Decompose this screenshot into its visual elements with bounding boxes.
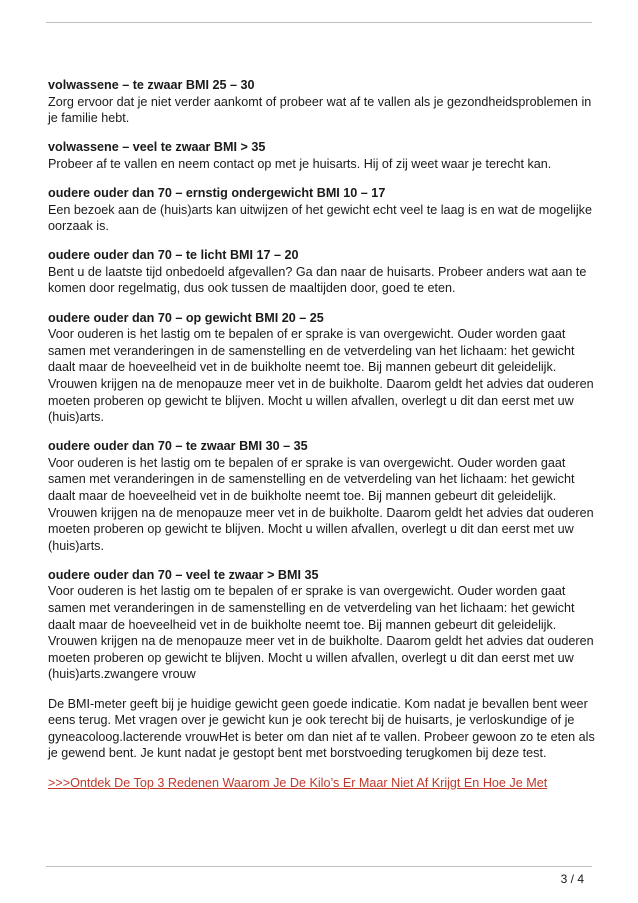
section-heading: oudere ouder dan 70 – te zwaar BMI 30 – 35	[48, 439, 308, 454]
section-elderly-normal-weight	[48, 310, 596, 426]
page-content	[48, 77, 596, 791]
pregnancy-paragraph: De BMI-meter geeft bij je huidige gewicht geen goede indicatie. Kom nadat je bevallen bent weer eens terug. Met vragen over je gewicht kun je ook terecht bij de huisarts, je verloskundige of je gyneacoloog.lacterende vrouwHet is beter om dan niet af te vallen. Probeer gewoon zo te eten als je gewend bent. Je kunt nadat je gestopt bent met borstvoeding terugkomen bij deze test.	[48, 696, 595, 761]
section-adult-obese	[48, 139, 596, 172]
header-rule	[46, 22, 592, 23]
section-body: Zorg ervoor dat je niet verder aankomt of probeer wat af te vallen als je gezondheidsproblemen in je familie hebt.	[48, 94, 592, 126]
section-body: Voor ouderen is het lastig om te bepalen of er sprake is van overgewicht. Ouder worden gaat samen met veranderingen in de samenstelling en de vetverdeling van het lichaam: het gewicht daalt maar de hoeveelheid vet in de buikholte neemt toe. Bij mannen gebeurt dit geleidelijk. Vrouwen krijgen na de menopauze meer vet in de buikholte. Daarom geldt het advies dat ouderen moeten proberen op gewicht te blijven. Mocht u willen afvallen, overlegt u dit dan eerst met uw (huis)arts.	[48, 455, 594, 553]
section-adult-overweight	[48, 77, 596, 127]
footer-rule	[46, 866, 592, 867]
section-elderly-underweight	[48, 247, 596, 297]
section-heading: oudere ouder dan 70 – ernstig ondergewicht BMI 10 – 17	[48, 185, 386, 200]
section-heading: volwassene – te zwaar BMI 25 – 30	[48, 78, 255, 92]
section-body: Probeer af te vallen en neem contact op met je huisarts. Hij of zij weet waar je terecht kan.	[48, 156, 552, 171]
promo-link[interactable]: >>>Ontdek De Top 3 Redenen Waarom Je De Kilo’s Er Maar Niet Af Krijgt En Hoe Je Met	[48, 775, 548, 790]
section-elderly-obese	[48, 567, 596, 683]
section-heading: oudere ouder dan 70 – op gewicht BMI 20 – 25	[48, 310, 324, 325]
section-body: Voor ouderen is het lastig om te bepalen of er sprake is van overgewicht. Ouder worden gaat samen met veranderingen in de samenstelling en de vetverdeling van het lichaam: het gewicht daalt maar de hoeveelheid vet in de buikholte neemt toe. Bij mannen gebeurt dit geleidelijk. Vrouwen krijgen na de menopauze meer vet in de buikholte. Daarom geldt het advies dat ouderen moeten proberen op gewicht te blijven. Mocht u willen afvallen, overlegt u dit dan eerst met uw (huis)arts.	[48, 327, 594, 425]
section-heading: oudere ouder dan 70 – te licht BMI 17 – 20	[48, 248, 299, 263]
section-heading: oudere ouder dan 70 – veel te zwaar > BMI 35	[48, 567, 319, 582]
section-elderly-overweight	[48, 438, 596, 554]
page-number: 3 / 4	[560, 872, 584, 886]
section-body: Voor ouderen is het lastig om te bepalen of er sprake is van overgewicht. Ouder worden gaat samen met veranderingen in de samenstelling en de vetverdeling van het lichaam: het gewicht daalt maar de hoeveelheid vet in de buikholte neemt toe. Bij mannen gebeurt dit geleidelijk. Vrouwen krijgen na de menopauze meer vet in de buikholte. Daarom geldt het advies dat ouderen moeten proberen op gewicht te blijven. Mocht u willen afvallen, overlegt u dit dan eerst met uw (huis)arts.zwangere vrouw	[48, 584, 594, 682]
section-heading: volwassene – veel te zwaar BMI > 35	[48, 140, 266, 155]
section-body: Bent u de laatste tijd onbedoeld afgevallen? Ga dan naar de huisarts. Probeer anders wat aan te komen door regelmatig, dus ook tussen de maaltijden door, goed te eten.	[48, 264, 587, 296]
section-elderly-severe-underweight	[48, 185, 596, 235]
section-body: Een bezoek aan de (huis)arts kan uitwijzen of het gewicht echt veel te laag is en wat de mogelijke oorzaak is.	[48, 202, 592, 234]
